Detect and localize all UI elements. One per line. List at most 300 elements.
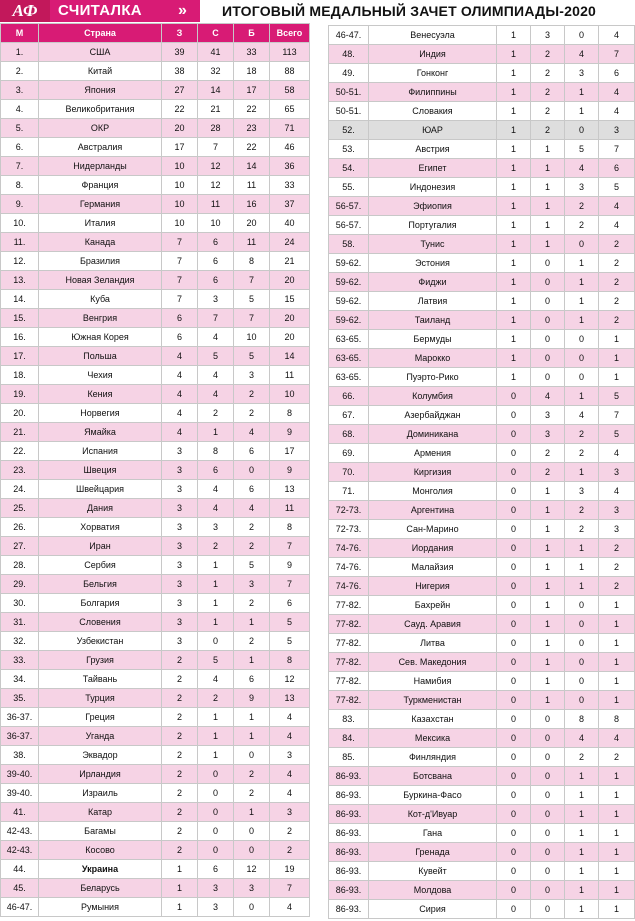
silver-cell: 1 xyxy=(198,575,234,594)
rank-cell: 50-51. xyxy=(329,83,369,102)
bronze-cell: 17 xyxy=(234,81,270,100)
gold-cell: 2 xyxy=(162,765,198,784)
silver-cell: 1 xyxy=(531,596,565,615)
country-cell: Ирландия xyxy=(39,765,162,784)
page-title: ИТОГОВЫЙ МЕДАЛЬНЫЙ ЗАЧЕТ ОЛИМПИАДЫ-2020 xyxy=(222,3,597,19)
table-row xyxy=(329,83,635,102)
rank-cell: 63-65. xyxy=(329,349,369,368)
table-row xyxy=(1,499,310,518)
rank-cell: 42-43. xyxy=(1,841,39,860)
silver-cell: 0 xyxy=(531,729,565,748)
silver-cell: 2 xyxy=(531,121,565,140)
bronze-cell: 11 xyxy=(234,176,270,195)
table-row xyxy=(1,214,310,233)
total-cell: 5 xyxy=(270,632,310,651)
bronze-cell: 6 xyxy=(234,480,270,499)
total-cell: 5 xyxy=(599,178,635,197)
total-cell: 3 xyxy=(599,463,635,482)
total-cell: 6 xyxy=(270,594,310,613)
silver-cell: 2 xyxy=(531,102,565,121)
gold-cell: 1 xyxy=(497,83,531,102)
country-cell: Марокко xyxy=(369,349,497,368)
table-row xyxy=(329,691,635,710)
bronze-cell: 0 xyxy=(565,691,599,710)
column-header-rank: М xyxy=(1,24,39,43)
bronze-cell: 1 xyxy=(565,539,599,558)
silver-cell: 5 xyxy=(198,651,234,670)
rank-cell: 24. xyxy=(1,480,39,499)
total-cell: 4 xyxy=(599,102,635,121)
rank-cell: 28. xyxy=(1,556,39,575)
rank-cell: 46-47. xyxy=(1,898,39,917)
silver-cell: 7 xyxy=(198,138,234,157)
silver-cell: 3 xyxy=(198,898,234,917)
total-cell: 5 xyxy=(599,387,635,406)
silver-cell: 0 xyxy=(531,843,565,862)
country-cell: Кения xyxy=(39,385,162,404)
gold-cell: 1 xyxy=(497,292,531,311)
bronze-cell: 2 xyxy=(234,784,270,803)
rank-cell: 85. xyxy=(329,748,369,767)
total-cell: 13 xyxy=(270,480,310,499)
country-cell: Словакия xyxy=(369,102,497,121)
total-cell: 5 xyxy=(599,425,635,444)
table-row xyxy=(329,45,635,64)
total-cell: 3 xyxy=(599,501,635,520)
total-cell: 15 xyxy=(270,290,310,309)
gold-cell: 3 xyxy=(162,613,198,632)
gold-cell: 0 xyxy=(497,881,531,900)
gold-cell: 2 xyxy=(162,727,198,746)
table-row xyxy=(1,442,310,461)
silver-cell: 0 xyxy=(531,311,565,330)
rank-cell: 74-76. xyxy=(329,539,369,558)
total-cell: 40 xyxy=(270,214,310,233)
table-row xyxy=(1,347,310,366)
bronze-cell: 18 xyxy=(234,62,270,81)
table-row xyxy=(329,558,635,577)
silver-cell: 0 xyxy=(198,632,234,651)
country-cell: Дания xyxy=(39,499,162,518)
silver-cell: 1 xyxy=(531,216,565,235)
table-row xyxy=(1,651,310,670)
rank-cell: 68. xyxy=(329,425,369,444)
table-row xyxy=(1,328,310,347)
column-header-country: Страна xyxy=(39,24,162,43)
table-row xyxy=(329,197,635,216)
silver-cell: 0 xyxy=(531,900,565,919)
country-cell: Колумбия xyxy=(369,387,497,406)
table-row xyxy=(329,102,635,121)
country-cell: Норвегия xyxy=(39,404,162,423)
gold-cell: 0 xyxy=(497,406,531,425)
rank-cell: 69. xyxy=(329,444,369,463)
total-cell: 1 xyxy=(599,786,635,805)
gold-cell: 0 xyxy=(497,729,531,748)
total-cell: 17 xyxy=(270,442,310,461)
rank-cell: 17. xyxy=(1,347,39,366)
table-row xyxy=(1,537,310,556)
rank-cell: 25. xyxy=(1,499,39,518)
table-row xyxy=(329,273,635,292)
table-row xyxy=(329,862,635,881)
rank-cell: 77-82. xyxy=(329,672,369,691)
gold-cell: 38 xyxy=(162,62,198,81)
gold-cell: 2 xyxy=(162,651,198,670)
gold-cell: 0 xyxy=(497,862,531,881)
total-cell: 58 xyxy=(270,81,310,100)
column-header-total: Всего xyxy=(270,24,310,43)
table-row xyxy=(329,425,635,444)
table-header-row xyxy=(1,24,310,43)
gold-cell: 2 xyxy=(162,670,198,689)
rank-cell: 48. xyxy=(329,45,369,64)
rank-cell: 31. xyxy=(1,613,39,632)
table-row xyxy=(1,518,310,537)
country-cell: Грузия xyxy=(39,651,162,670)
table-row xyxy=(329,444,635,463)
rank-cell: 8. xyxy=(1,176,39,195)
bronze-cell: 8 xyxy=(565,710,599,729)
country-cell: Румыния xyxy=(39,898,162,917)
bronze-cell: 0 xyxy=(565,596,599,615)
total-cell: 4 xyxy=(270,898,310,917)
gold-cell: 3 xyxy=(162,556,198,575)
gold-cell: 39 xyxy=(162,43,198,62)
gold-cell: 1 xyxy=(497,64,531,83)
rank-cell: 39-40. xyxy=(1,765,39,784)
gold-cell: 10 xyxy=(162,157,198,176)
table-row xyxy=(1,233,310,252)
country-cell: Косово xyxy=(39,841,162,860)
gold-cell: 0 xyxy=(497,710,531,729)
bronze-cell: 0 xyxy=(565,235,599,254)
gold-cell: 1 xyxy=(497,197,531,216)
bronze-cell: 22 xyxy=(234,138,270,157)
table-row xyxy=(1,613,310,632)
gold-cell: 3 xyxy=(162,442,198,461)
rank-cell: 59-62. xyxy=(329,292,369,311)
bronze-cell: 7 xyxy=(234,309,270,328)
bronze-cell: 2 xyxy=(565,520,599,539)
silver-cell: 0 xyxy=(531,292,565,311)
total-cell: 8 xyxy=(270,404,310,423)
table-row xyxy=(329,368,635,387)
silver-cell: 5 xyxy=(198,347,234,366)
gold-cell: 4 xyxy=(162,404,198,423)
bronze-cell: 1 xyxy=(234,651,270,670)
total-cell: 7 xyxy=(599,406,635,425)
bronze-cell: 2 xyxy=(565,425,599,444)
silver-cell: 2 xyxy=(198,537,234,556)
bronze-cell: 2 xyxy=(234,537,270,556)
bronze-cell: 1 xyxy=(234,708,270,727)
total-cell: 2 xyxy=(599,748,635,767)
total-cell: 4 xyxy=(599,197,635,216)
silver-cell: 2 xyxy=(531,83,565,102)
rank-cell: 70. xyxy=(329,463,369,482)
bronze-cell: 0 xyxy=(565,349,599,368)
country-cell: Бразилия xyxy=(39,252,162,271)
gold-cell: 0 xyxy=(497,634,531,653)
bronze-cell: 7 xyxy=(234,271,270,290)
silver-cell: 6 xyxy=(198,271,234,290)
total-cell: 88 xyxy=(270,62,310,81)
total-cell: 1 xyxy=(599,596,635,615)
total-cell: 1 xyxy=(599,900,635,919)
gold-cell: 7 xyxy=(162,233,198,252)
total-cell: 1 xyxy=(599,843,635,862)
table-row xyxy=(1,689,310,708)
rank-cell: 66. xyxy=(329,387,369,406)
gold-cell: 0 xyxy=(497,900,531,919)
country-cell: Польша xyxy=(39,347,162,366)
gold-cell: 1 xyxy=(497,26,531,45)
table-row xyxy=(1,423,310,442)
total-cell: 4 xyxy=(599,729,635,748)
silver-cell: 1 xyxy=(198,727,234,746)
rank-cell: 32. xyxy=(1,632,39,651)
rank-cell: 16. xyxy=(1,328,39,347)
total-cell: 1 xyxy=(599,653,635,672)
country-cell: Гонконг xyxy=(369,64,497,83)
total-cell: 4 xyxy=(599,26,635,45)
table-row xyxy=(1,708,310,727)
country-cell: Уганда xyxy=(39,727,162,746)
silver-cell: 4 xyxy=(198,328,234,347)
country-cell: Кот-д'Ивуар xyxy=(369,805,497,824)
silver-cell: 1 xyxy=(531,634,565,653)
silver-cell: 1 xyxy=(198,556,234,575)
rank-cell: 20. xyxy=(1,404,39,423)
silver-cell: 3 xyxy=(531,406,565,425)
table-row xyxy=(329,235,635,254)
country-cell: Таиланд xyxy=(369,311,497,330)
total-cell: 71 xyxy=(270,119,310,138)
country-cell: Сирия xyxy=(369,900,497,919)
silver-cell: 8 xyxy=(198,442,234,461)
bronze-cell: 8 xyxy=(234,252,270,271)
total-cell: 20 xyxy=(270,271,310,290)
total-cell: 2 xyxy=(599,235,635,254)
gold-cell: 2 xyxy=(162,689,198,708)
total-cell: 9 xyxy=(270,556,310,575)
bronze-cell: 1 xyxy=(565,577,599,596)
country-cell: Беларусь xyxy=(39,879,162,898)
bronze-cell: 22 xyxy=(234,100,270,119)
gold-cell: 0 xyxy=(497,748,531,767)
rank-cell: 46-47. xyxy=(329,26,369,45)
rank-cell: 38. xyxy=(1,746,39,765)
country-cell: Сауд. Аравия xyxy=(369,615,497,634)
bronze-cell: 0 xyxy=(565,615,599,634)
country-cell: Индия xyxy=(369,45,497,64)
country-cell: Бермуды xyxy=(369,330,497,349)
country-cell: Узбекистан xyxy=(39,632,162,651)
rank-cell: 12. xyxy=(1,252,39,271)
bronze-cell: 2 xyxy=(234,632,270,651)
silver-cell: 0 xyxy=(531,368,565,387)
total-cell: 4 xyxy=(270,727,310,746)
gold-cell: 2 xyxy=(162,841,198,860)
bronze-cell: 20 xyxy=(234,214,270,233)
country-cell: Доминикана xyxy=(369,425,497,444)
bronze-cell: 3 xyxy=(565,482,599,501)
rank-cell: 77-82. xyxy=(329,634,369,653)
total-cell: 2 xyxy=(599,539,635,558)
rank-cell: 36-37. xyxy=(1,727,39,746)
gold-cell: 0 xyxy=(497,558,531,577)
section-tag-label: СЧИТАЛКА xyxy=(58,2,142,19)
country-cell: Великобритания xyxy=(39,100,162,119)
gold-cell: 22 xyxy=(162,100,198,119)
country-cell: Кувейт xyxy=(369,862,497,881)
gold-cell: 4 xyxy=(162,423,198,442)
silver-cell: 41 xyxy=(198,43,234,62)
bronze-cell: 2 xyxy=(234,518,270,537)
bronze-cell: 1 xyxy=(565,273,599,292)
rank-cell: 84. xyxy=(329,729,369,748)
table-row xyxy=(329,330,635,349)
country-cell: Нидерланды xyxy=(39,157,162,176)
total-cell: 12 xyxy=(270,670,310,689)
country-cell: Швейцария xyxy=(39,480,162,499)
silver-cell: 4 xyxy=(198,385,234,404)
rank-cell: 4. xyxy=(1,100,39,119)
country-cell: Тунис xyxy=(369,235,497,254)
table-row xyxy=(329,140,635,159)
total-cell: 7 xyxy=(270,879,310,898)
bronze-cell: 0 xyxy=(234,822,270,841)
gold-cell: 1 xyxy=(162,860,198,879)
gold-cell: 0 xyxy=(497,767,531,786)
rank-cell: 77-82. xyxy=(329,653,369,672)
gold-cell: 1 xyxy=(497,368,531,387)
total-cell: 33 xyxy=(270,176,310,195)
silver-cell: 28 xyxy=(198,119,234,138)
silver-cell: 0 xyxy=(531,805,565,824)
total-cell: 4 xyxy=(599,444,635,463)
rank-cell: 9. xyxy=(1,195,39,214)
silver-cell: 1 xyxy=(531,159,565,178)
silver-cell: 3 xyxy=(198,290,234,309)
total-cell: 1 xyxy=(599,881,635,900)
gold-cell: 2 xyxy=(162,803,198,822)
total-cell: 1 xyxy=(599,615,635,634)
total-cell: 2 xyxy=(599,577,635,596)
gold-cell: 0 xyxy=(497,482,531,501)
gold-cell: 4 xyxy=(162,347,198,366)
gold-cell: 0 xyxy=(497,539,531,558)
country-cell: Малайзия xyxy=(369,558,497,577)
bronze-cell: 0 xyxy=(565,672,599,691)
country-cell: Индонезия xyxy=(369,178,497,197)
table-row xyxy=(1,404,310,423)
silver-cell: 21 xyxy=(198,100,234,119)
total-cell: 8 xyxy=(270,651,310,670)
bronze-cell: 2 xyxy=(565,501,599,520)
rank-cell: 56-57. xyxy=(329,216,369,235)
rank-cell: 10. xyxy=(1,214,39,233)
gold-cell: 0 xyxy=(497,691,531,710)
rank-cell: 86-93. xyxy=(329,805,369,824)
rank-cell: 27. xyxy=(1,537,39,556)
gold-cell: 0 xyxy=(497,520,531,539)
silver-cell: 7 xyxy=(198,309,234,328)
country-cell: Нигерия xyxy=(369,577,497,596)
silver-cell: 1 xyxy=(531,691,565,710)
bronze-cell: 1 xyxy=(565,881,599,900)
silver-cell: 12 xyxy=(198,176,234,195)
country-cell: Тайвань xyxy=(39,670,162,689)
country-cell: Латвия xyxy=(369,292,497,311)
bronze-cell: 0 xyxy=(565,330,599,349)
rank-cell: 15. xyxy=(1,309,39,328)
table-row xyxy=(1,119,310,138)
table-row xyxy=(329,767,635,786)
total-cell: 9 xyxy=(270,461,310,480)
gold-cell: 6 xyxy=(162,309,198,328)
silver-cell: 0 xyxy=(198,784,234,803)
country-cell: Испания xyxy=(39,442,162,461)
bronze-cell: 4 xyxy=(565,45,599,64)
bronze-cell: 4 xyxy=(565,729,599,748)
total-cell: 37 xyxy=(270,195,310,214)
gold-cell: 3 xyxy=(162,537,198,556)
rank-cell: 35. xyxy=(1,689,39,708)
gold-cell: 0 xyxy=(497,577,531,596)
bronze-cell: 1 xyxy=(234,613,270,632)
bronze-cell: 1 xyxy=(234,727,270,746)
country-cell: ЮАР xyxy=(369,121,497,140)
rank-cell: 2. xyxy=(1,62,39,81)
silver-cell: 10 xyxy=(198,214,234,233)
silver-cell: 1 xyxy=(531,520,565,539)
table-row xyxy=(329,26,635,45)
rank-cell: 77-82. xyxy=(329,691,369,710)
country-cell: Буркина-Фасо xyxy=(369,786,497,805)
table-row xyxy=(1,879,310,898)
gold-cell: 2 xyxy=(162,822,198,841)
table-row xyxy=(1,765,310,784)
column-header-bronze: Б xyxy=(234,24,270,43)
silver-cell: 1 xyxy=(198,613,234,632)
country-cell: Италия xyxy=(39,214,162,233)
rank-cell: 41. xyxy=(1,803,39,822)
table-row xyxy=(329,710,635,729)
country-cell: Эстония xyxy=(369,254,497,273)
country-cell: Канада xyxy=(39,233,162,252)
silver-cell: 2 xyxy=(531,64,565,83)
rank-cell: 86-93. xyxy=(329,786,369,805)
rank-cell: 34. xyxy=(1,670,39,689)
table-row xyxy=(329,482,635,501)
table-row xyxy=(329,824,635,843)
silver-cell: 0 xyxy=(531,273,565,292)
gold-cell: 0 xyxy=(497,596,531,615)
total-cell: 2 xyxy=(599,273,635,292)
total-cell: 3 xyxy=(270,746,310,765)
total-cell: 4 xyxy=(599,482,635,501)
table-row xyxy=(1,43,310,62)
table-row xyxy=(329,653,635,672)
table-row xyxy=(329,539,635,558)
silver-cell: 0 xyxy=(531,330,565,349)
country-cell: Южная Корея xyxy=(39,328,162,347)
country-cell: Австрия xyxy=(369,140,497,159)
total-cell: 4 xyxy=(270,765,310,784)
rank-cell: 14. xyxy=(1,290,39,309)
